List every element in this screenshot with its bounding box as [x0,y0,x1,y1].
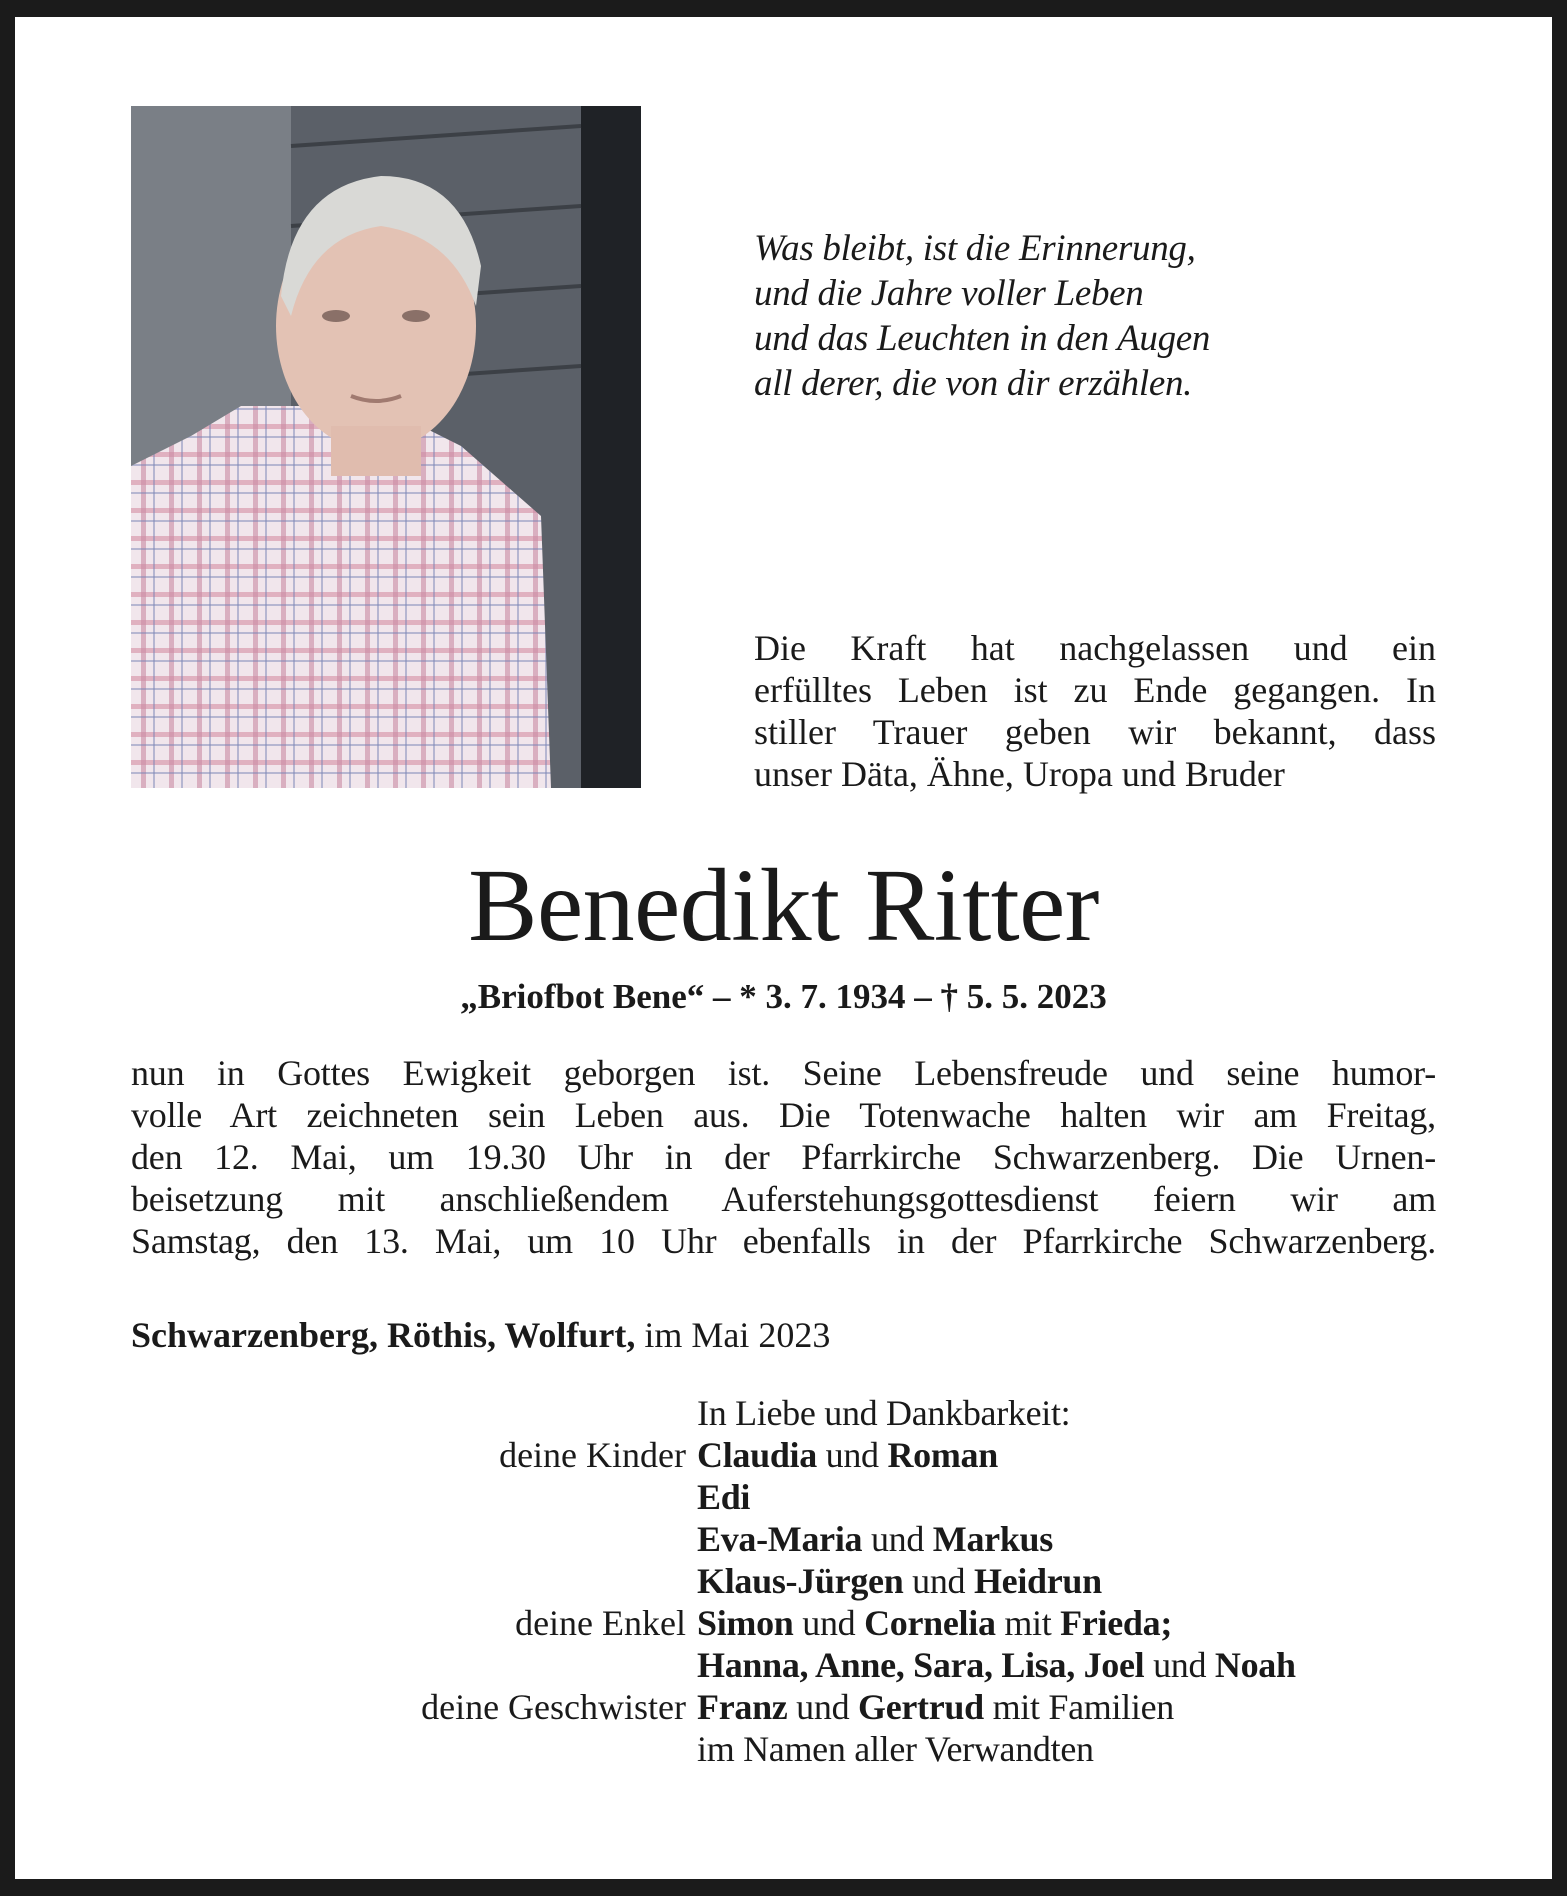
signature-row [0,1686,1567,1728]
signature-row [0,1518,1567,1560]
person-name: Edi [697,1477,751,1517]
person-name: Cornelia [864,1603,996,1643]
signature-names [697,1602,1172,1644]
connector-text: und [1144,1645,1215,1685]
person-name: Frieda; [1060,1603,1173,1643]
connector-text: und [793,1603,865,1643]
body-line: Samstag, den 13. Mai, um 10 Uhr ebenfalls in der Pfarrkirche Schwarzenberg. [131,1221,1436,1261]
connector-text: In Liebe und Dankbarkeit: [697,1393,1071,1433]
signature-row [0,1560,1567,1602]
date: im Mai 2023 [635,1315,831,1355]
poem-line: all derer, die von dir erzählen. [754,363,1193,404]
intro-line: stiller Trauer geben wir bekannt, dass [754,712,1436,752]
connector-text: und [903,1561,974,1601]
signature-names [697,1560,1102,1602]
intro-line: erfülltes Leben ist zu Ende gegangen. In [754,670,1436,710]
places: Schwarzenberg, Röthis, Wolfurt, [131,1315,636,1355]
body-line: den 12. Mai, um 19.30 Uhr in der Pfarrkirche Schwarzenberg. Die Urnen- [131,1137,1436,1177]
intro-line: unser Däta, Ähne, Uropa und Bruder [754,754,1285,794]
connector-text: mit [995,1603,1061,1643]
signatures [0,1392,1567,1770]
person-name: Noah [1214,1645,1296,1685]
person-name: Simon [697,1603,794,1643]
person-name: Hanna, Anne, Sara, Lisa, Joel [697,1645,1145,1685]
body-line: nun in Gottes Ewigkeit geborgen ist. Seine Lebensfreude und seine humor- [131,1053,1436,1093]
signature-row [0,1602,1567,1644]
person-name: Heidrun [973,1561,1102,1601]
signature-label: deine Kinder [499,1435,686,1475]
signature-names [697,1644,1296,1686]
person-name: Klaus-Jürgen [697,1561,904,1601]
signature-names [697,1728,1094,1770]
signature-row [0,1644,1567,1686]
connector-text: und [862,1519,933,1559]
body-line: beisetzung mit anschließendem Auferstehungsgottesdienst feiern wir am [131,1179,1436,1219]
person-name: Markus [932,1519,1053,1559]
signature-names [697,1476,750,1518]
signature-row [0,1434,1567,1476]
signature-label: deine Enkel [515,1603,686,1643]
body-line: volle Art zeichneten sein Leben aus. Die Totenwache halten wir am Freitag, [131,1095,1436,1135]
signature-names [697,1686,1174,1728]
signature-row [0,1476,1567,1518]
signature-row [0,1392,1567,1434]
connector-text: und [816,1435,888,1475]
body-paragraph [131,1052,1436,1262]
place-and-date [131,1314,830,1356]
signature-names [697,1434,998,1476]
intro-line: Die Kraft hat nachgelassen und ein [754,628,1436,668]
signature-names [697,1392,1070,1434]
connector-text: im Namen aller Verwandten [697,1729,1094,1769]
signature-row [0,1728,1567,1770]
person-name: Claudia [697,1435,817,1475]
intro-paragraph [754,627,1436,795]
person-name: Roman [887,1435,998,1475]
person-name: Gertrud [858,1687,984,1727]
signature-names [697,1518,1053,1560]
person-name: Franz [697,1687,788,1727]
connector-text: mit Familien [983,1687,1174,1727]
memorial-poem [754,226,1210,406]
person-name: Eva-Maria [697,1519,863,1559]
nickname-and-dates: „Briofbot Bene“ – * 3. 7. 1934 – † 5. 5. 2023 [460,977,1107,1016]
portrait-photo [131,106,641,788]
poem-line: Was bleibt, ist die Erinnerung, [754,228,1196,269]
deceased-name: Benedikt Ritter [468,848,1099,963]
connector-text: und [787,1687,858,1727]
poem-line: und die Jahre voller Leben [754,273,1144,314]
poem-line: und das Leuchten in den Augen [754,318,1211,359]
signature-label: deine Geschwister [421,1687,686,1727]
